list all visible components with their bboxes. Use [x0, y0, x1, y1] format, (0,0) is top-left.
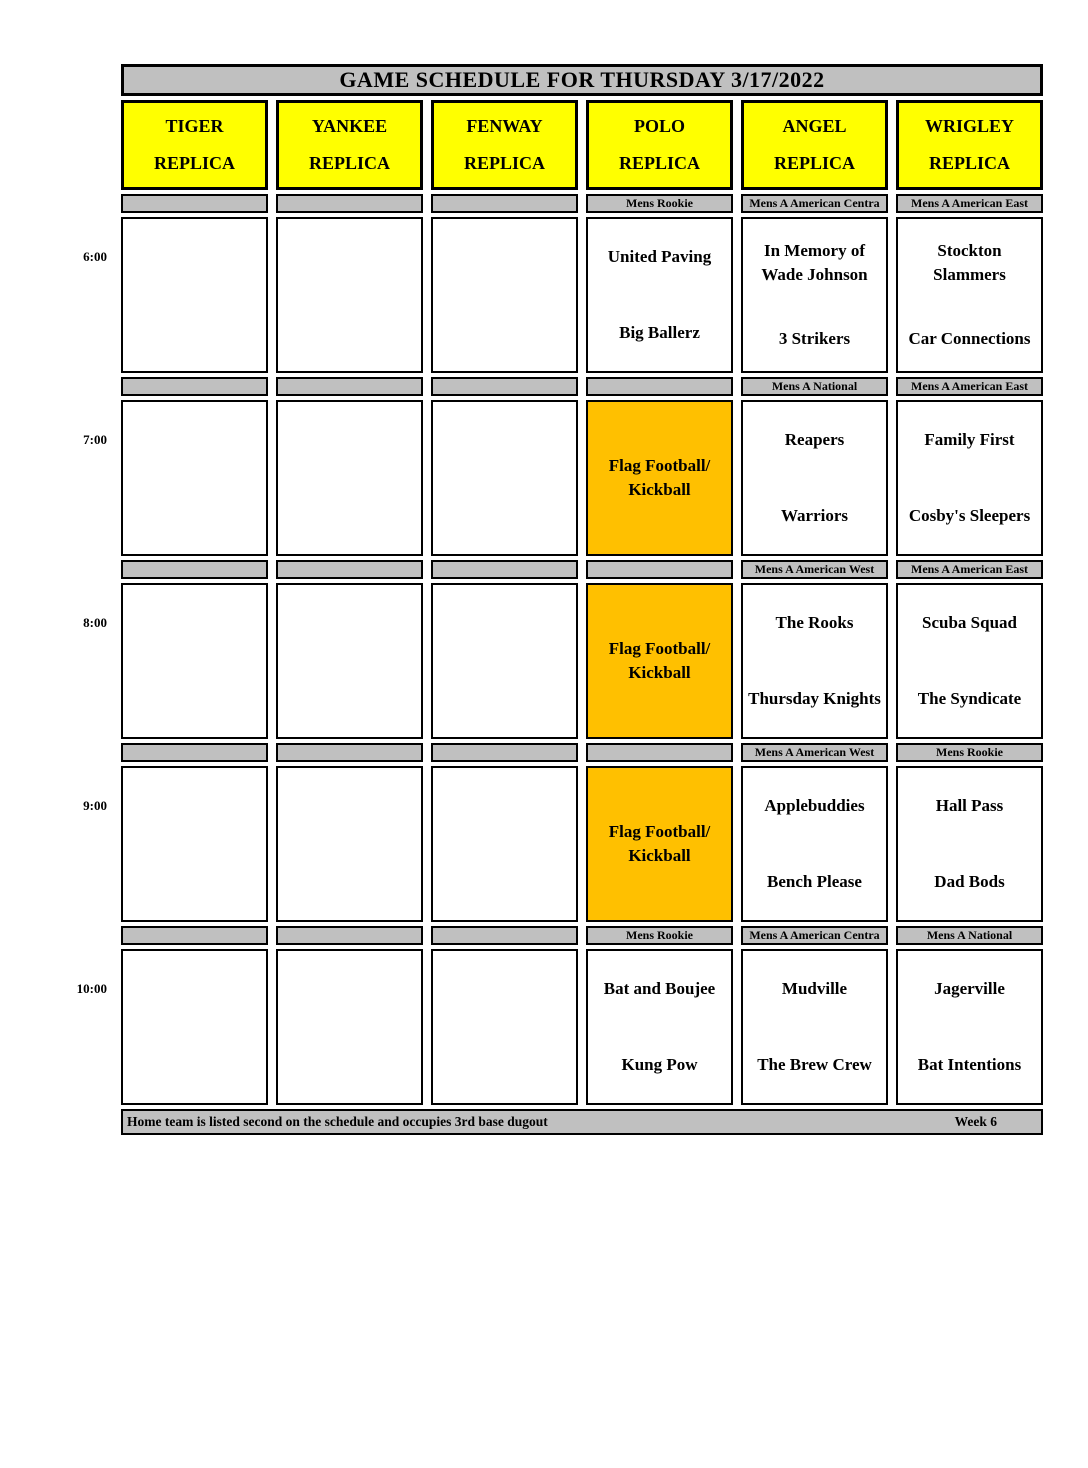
time-label: 8:00 [83, 615, 107, 630]
division-row-600 [8, 194, 1043, 213]
footer-note: Home team is listed second on the schedule and occupies 3rd base dugout [127, 1114, 548, 1129]
game-cell-empty [121, 217, 268, 373]
field-type: REPLICA [618, 153, 700, 173]
division-row-800 [8, 560, 1043, 579]
field-name: WRIGLEY [924, 116, 1014, 136]
division-label: Mens A American East [896, 194, 1043, 213]
gutter-cell [8, 560, 113, 579]
home-team: Bench Please [767, 872, 862, 892]
game-cell [741, 949, 888, 1105]
game-row-900 [8, 766, 1043, 922]
field-header-polo [586, 100, 733, 190]
division-label: Mens A American East [896, 560, 1043, 579]
field-name: ANGEL [782, 116, 847, 136]
game-row-800 [8, 583, 1043, 739]
field-type: REPLICA [153, 153, 235, 173]
division-label [121, 743, 268, 762]
game-cell-empty [276, 400, 423, 556]
field-name: TIGER [165, 116, 224, 136]
game-row-1000 [8, 949, 1043, 1105]
division-label: Mens A American East [896, 377, 1043, 396]
field-header-yankee [276, 100, 423, 190]
home-team: Cosby's Sleepers [908, 506, 1031, 526]
game-cell-empty [121, 583, 268, 739]
game-schedule-table [0, 60, 1051, 1139]
division-label [121, 926, 268, 945]
game-cell [741, 400, 888, 556]
home-team: Bat Intentions [917, 1055, 1022, 1075]
division-label [276, 560, 423, 579]
division-label: Mens Rookie [586, 194, 733, 213]
activity-label: Flag Football/ Kickball [608, 639, 711, 682]
home-team: The Brew Crew [757, 1055, 872, 1075]
game-cell-empty [276, 583, 423, 739]
division-label [276, 926, 423, 945]
activity-cell [586, 766, 733, 922]
field-type: REPLICA [463, 153, 545, 173]
game-cell [896, 766, 1043, 922]
division-label: Mens A National [741, 377, 888, 396]
away-team: Applebuddies [764, 796, 865, 816]
game-cell [896, 400, 1043, 556]
division-label: Mens A American West [741, 743, 888, 762]
division-row-1000 [8, 926, 1043, 945]
week-label: Week 6 [954, 1114, 997, 1129]
activity-cell [586, 583, 733, 739]
field-header-tiger [121, 100, 268, 190]
game-cell [741, 583, 888, 739]
game-cell-empty [276, 217, 423, 373]
home-team: Warriors [780, 506, 849, 526]
field-type: REPLICA [928, 153, 1010, 173]
time-label: 7:00 [83, 432, 107, 447]
activity-label: Flag Football/ Kickball [608, 822, 711, 865]
gutter-cell [8, 926, 113, 945]
away-team: Stockton Slammers [933, 241, 1006, 284]
away-team: Family First [924, 430, 1015, 450]
division-label [431, 743, 578, 762]
division-label [276, 377, 423, 396]
home-team: Thursday Knights [748, 689, 881, 709]
game-cell-empty [121, 400, 268, 556]
gutter-cell [8, 1109, 113, 1135]
gutter-cell [8, 743, 113, 762]
game-cell [896, 583, 1043, 739]
division-label: Mens Rookie [586, 926, 733, 945]
home-team: 3 Strikers [778, 329, 851, 349]
division-label: Mens Rookie [896, 743, 1043, 762]
away-team: Bat and Boujee [603, 979, 716, 999]
division-label [121, 377, 268, 396]
page-title: GAME SCHEDULE FOR THURSDAY 3/17/2022 [121, 64, 1043, 96]
away-team: Jagerville [934, 979, 1005, 999]
game-cell-empty [431, 949, 578, 1105]
game-cell-empty [276, 766, 423, 922]
game-cell-empty [276, 949, 423, 1105]
division-label: Mens A National [896, 926, 1043, 945]
activity-label: Flag Football/ Kickball [608, 456, 711, 499]
game-cell-empty [431, 766, 578, 922]
game-cell [896, 217, 1043, 373]
away-team: In Memory of Wade Johnson [761, 241, 868, 284]
division-label [431, 560, 578, 579]
division-label [431, 194, 578, 213]
field-type: REPLICA [773, 153, 855, 173]
game-cell [586, 949, 733, 1105]
game-cell-empty [121, 766, 268, 922]
footer-bar [121, 1109, 1043, 1135]
home-team: Big Ballerz [619, 323, 700, 343]
division-label [276, 194, 423, 213]
gutter-cell [8, 100, 113, 190]
time-label: 9:00 [83, 798, 107, 813]
game-cell [586, 217, 733, 373]
game-cell-empty [121, 949, 268, 1105]
activity-cell [586, 400, 733, 556]
division-label [431, 377, 578, 396]
title-row [8, 64, 1043, 96]
game-cell-empty [431, 217, 578, 373]
division-label [121, 560, 268, 579]
division-label: Mens A American Centra [741, 926, 888, 945]
field-type: REPLICA [308, 153, 390, 173]
game-cell-empty [431, 583, 578, 739]
field-header-fenway [431, 100, 578, 190]
field-name: FENWAY [466, 116, 543, 136]
field-header-row [8, 100, 1043, 190]
gutter-cell [8, 194, 113, 213]
game-cell [896, 949, 1043, 1105]
division-label [586, 560, 733, 579]
division-label [431, 926, 578, 945]
field-name: YANKEE [311, 116, 388, 136]
division-label: Mens A American Centra [741, 194, 888, 213]
division-row-700 [8, 377, 1043, 396]
gutter-cell [8, 64, 113, 96]
division-label: Mens A American West [741, 560, 888, 579]
division-label [586, 743, 733, 762]
division-label [121, 194, 268, 213]
game-cell-empty [431, 400, 578, 556]
home-team: Car Connections [908, 329, 1031, 349]
field-name: POLO [633, 116, 685, 136]
home-team: Dad Bods [934, 872, 1005, 892]
game-row-700 [8, 400, 1043, 556]
home-team: Kung Pow [621, 1055, 698, 1075]
game-cell [741, 217, 888, 373]
field-header-angel [741, 100, 888, 190]
away-team: Scuba Squad [922, 613, 1017, 633]
away-team: United Paving [607, 247, 712, 267]
time-label: 10:00 [76, 981, 107, 996]
away-team: The Rooks [775, 613, 854, 633]
field-header-wrigley [896, 100, 1043, 190]
division-label [586, 377, 733, 396]
division-label [276, 743, 423, 762]
away-team: Mudville [781, 979, 848, 999]
away-team: Reapers [784, 430, 845, 450]
home-team: The Syndicate [917, 689, 1022, 709]
away-team: Hall Pass [935, 796, 1004, 816]
time-label: 6:00 [83, 249, 107, 264]
game-cell [741, 766, 888, 922]
gutter-cell [8, 377, 113, 396]
game-row-600 [8, 217, 1043, 373]
footer-row [8, 1109, 1043, 1135]
division-row-900 [8, 743, 1043, 762]
